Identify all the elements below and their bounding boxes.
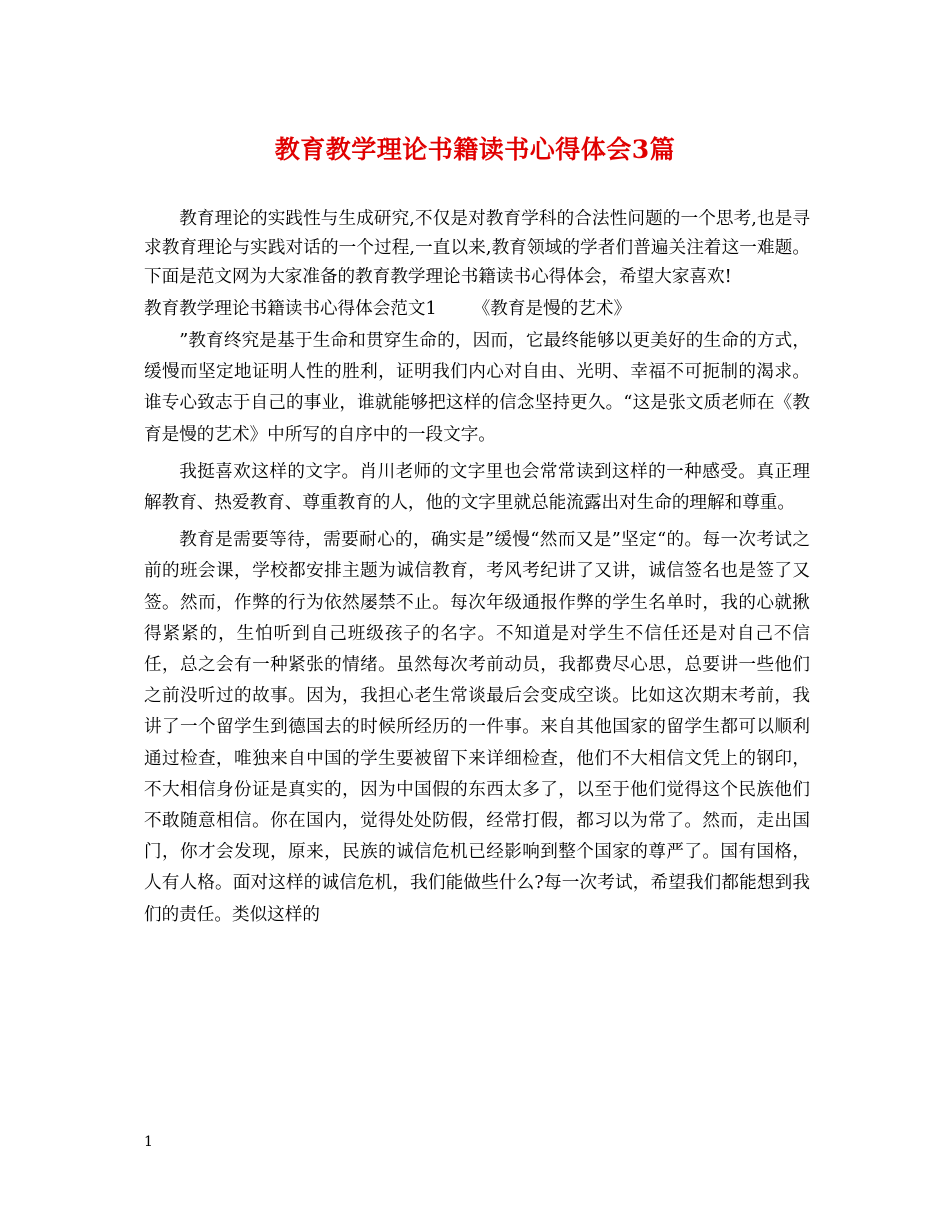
section-heading: 教育教学理论书籍读书心得体会范文1	[144, 299, 437, 319]
body-paragraph-1: ”教育终究是基于生命和贯穿生命的，因而，它最终能够以更美好的生命的方式，缓慢而坚定地证明人性的胜利，证明我们内心对自由、光明、幸福不可扼制的渴求。谁专心致志于自己的事业，谁就能够把这样的信念坚持更久。“这是张文质老师在《教育是慢的艺术》中所写的自序中的一段文字。	[144, 331, 810, 445]
body-paragraph-3: 教育是需要等待，需要耐心的，确实是”缓慢“然而又是”坚定“的。每一次考试之前的班会课，学校都安排主题为诚信教育，考风考纪讲了又讲，诚信签名也是签了又签。然而，作弊的行为依然屡禁不止。每次年级通报作弊的学生名单时，我的心就揪得紧紧的，生怕听到自己班级孩子的名字。不知道是对学生不信任还是对自己不信任，总之会有一种紧张的情绪。虽然每次考前动员，我都费尽心思，总要讲一些他们之前没听过的故事。因为，我担心老生常谈最后会变成空谈。比如这次期末考前，我讲了一个留学生到德国去的时候所经历的一件事。来自其他国家的留学生都可以顺利通过检查，唯独来自中国的学生要被留下来详细检查，他们不大相信文凭上的钢印，不大相信身份证是真实的，因为中国假的东西太多了，以至于他们觉得这个民族他们不敢随意相信。你在国内，觉得处处防假，经常打假，都习以为常了。然而，走出国门，你才会发现，原来，民族的诚信危机已经影响到整个国家的尊严了。国有国格，人有人格。面对这样的诚信危机，我们能做些什么?每一次考试，希望我们都能想到我们的责任。类似这样的	[144, 530, 810, 925]
section-book-title: 《教育是慢的艺术》	[472, 299, 632, 319]
section-heading-line	[144, 292, 810, 326]
intro-paragraph: 教育理论的实践性与生成研究,不仅是对教育学科的合法性问题的一个思考,也是寻求教育理论与实践对话的一个过程,一直以来,教育领域的学者们普遍关注着这一难题。下面是范文网为大家准备的教育教学理论书籍读书心得体会，希望大家喜欢!	[144, 209, 810, 287]
document-title: 教育教学理论书籍读书心得体会3篇	[274, 135, 676, 164]
page-number: 1	[144, 1134, 153, 1150]
document-body	[144, 205, 810, 931]
body-paragraph-2: 我挺喜欢这样的文字。肖川老师的文字里也会常常读到这样的一种感受。真正理解教育、热爱教育、尊重教育的人，他的文字里就总能流露出对生命的理解和尊重。	[144, 461, 810, 514]
